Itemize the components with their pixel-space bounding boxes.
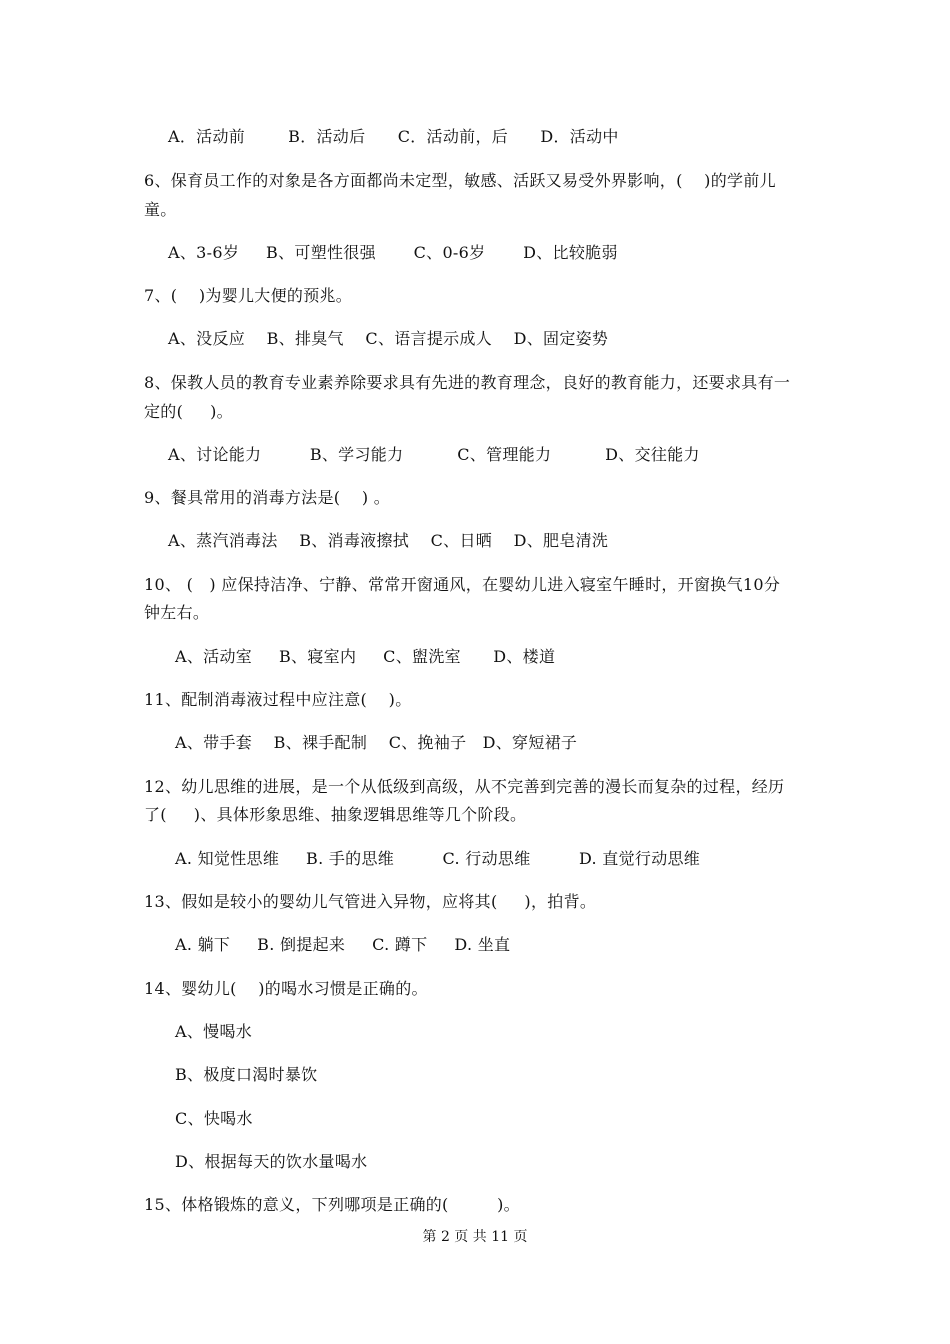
- q8-text-line1: 8、保教人员的教育专业素养除要求具有先进的教育理念，良好的教育能力，还要求具有一: [144, 373, 791, 392]
- q15-text: 15、体格锻炼的意义，下列哪项是正确的( )。: [144, 1195, 520, 1214]
- q9-text: 9、餐具常用的消毒方法是( ) 。: [144, 488, 391, 507]
- q10-options: A、活动室 B、寝室内 C、盥洗室 D、楼道: [175, 647, 556, 666]
- q11-text: 11、配制消毒液过程中应注意( )。: [144, 690, 412, 709]
- q13-options: A. 躺下 B. 倒提起来 C. 蹲下 D. 坐直: [175, 935, 511, 954]
- q6-options: A、3-6岁 B、可塑性很强 C、0-6岁 D、比较脆弱: [168, 243, 618, 262]
- page-footer: 第 2 页 共 11 页: [422, 1229, 528, 1245]
- q5-options: A．活动前 B．活动后 C．活动前，后 D．活动中: [168, 127, 619, 146]
- q12-text-line2: 了( )、具体形象思维、抽象逻辑思维等几个阶段。: [144, 805, 527, 824]
- q7-options: A、没反应 B、排臭气 C、语言提示成人 D、固定姿势: [168, 329, 609, 348]
- q10-text-line2: 钟左右。: [144, 603, 210, 622]
- q6-text-line1: 6、保育员工作的对象是各方面都尚未定型，敏感、活跃又易受外界影响，( )的学前儿: [144, 171, 776, 190]
- q10-text-line1: 10、 ( ) 应保持洁净、宁静、常常开窗通风，在婴幼儿进入寝室午睡时，开窗换气10分: [144, 575, 781, 594]
- q12-options: A. 知觉性思维 B. 手的思维 C. 行动思维 D. 直觉行动思维: [175, 849, 701, 868]
- q14-option-c: C、快喝水: [175, 1109, 253, 1128]
- q11-options: A、带手套 B、裸手配制 C、挽袖子 D、穿短裙子: [175, 733, 578, 752]
- q14-option-d: D、根据每天的饮水量喝水: [175, 1152, 368, 1171]
- q13-text: 13、假如是较小的婴幼儿气管进入异物，应将其( )，拍背。: [144, 892, 597, 911]
- q14-option-b: B、极度口渴时暴饮: [175, 1065, 318, 1084]
- q8-text-line2: 定的( )。: [144, 402, 233, 421]
- q7-text: 7、( )为婴儿大便的预兆。: [144, 286, 353, 305]
- q8-options: A、讨论能力 B、学习能力 C、管理能力 D、交往能力: [168, 445, 700, 464]
- q14-text: 14、婴幼儿( )的喝水习惯是正确的。: [144, 979, 428, 998]
- q14-option-a: A、慢喝水: [175, 1022, 253, 1041]
- q6-text-line2: 童。: [144, 200, 177, 219]
- q12-text-line1: 12、幼儿思维的进展，是一个从低级到高级，从不完善到完善的漫长而复杂的过程，经历: [144, 777, 785, 796]
- q9-options: A、蒸汽消毒法 B、消毒液擦拭 C、日晒 D、肥皂清洗: [168, 531, 609, 550]
